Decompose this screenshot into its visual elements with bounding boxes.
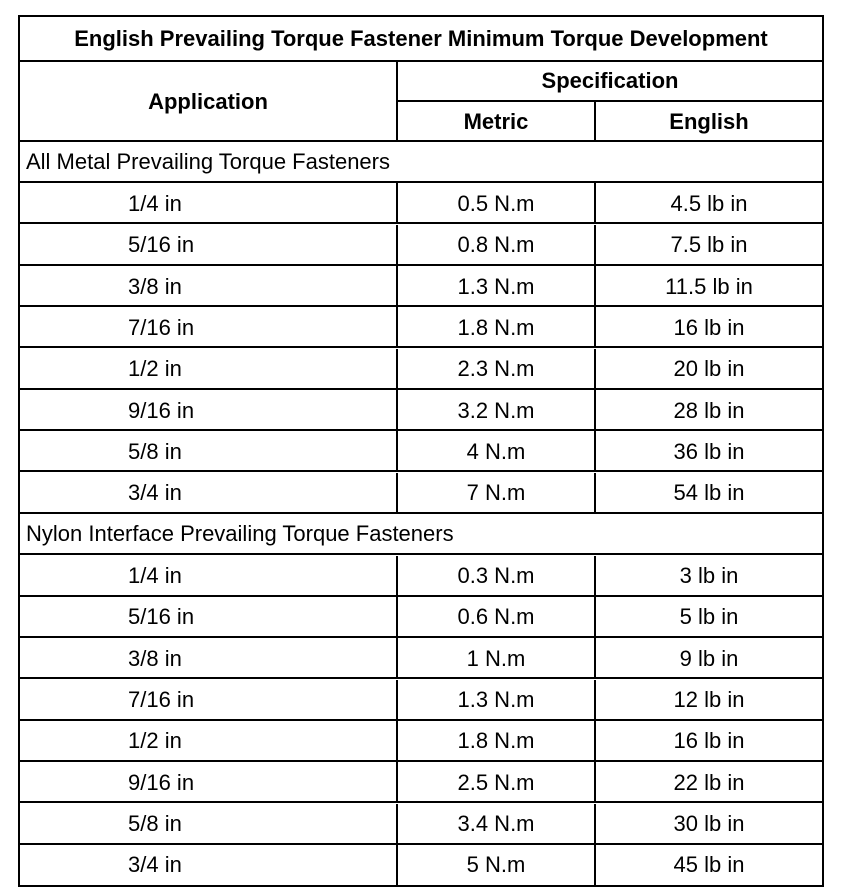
application-cell: 3/4 in <box>20 473 398 514</box>
application-cell: 5/16 in <box>20 225 398 266</box>
application-cell: 1/2 in <box>20 721 398 762</box>
application-cell: 5/8 in <box>20 431 398 472</box>
metric-cell: 0.6 N.m <box>398 597 596 638</box>
metric-cell: 1.3 N.m <box>398 680 596 721</box>
application-cell: 3/4 in <box>20 845 398 886</box>
application-cell: 1/2 in <box>20 349 398 390</box>
metric-cell: 2.3 N.m <box>398 349 596 390</box>
table-row <box>20 556 822 597</box>
english-cell: 12 lb in <box>673 687 745 713</box>
english-cell: 7.5 lb in <box>670 232 748 258</box>
english-cell: 11.5 lb in <box>665 273 753 299</box>
table-row <box>20 762 822 803</box>
metric-cell: 3.4 N.m <box>398 804 596 845</box>
metric-cell: 0.3 N.m <box>398 556 596 597</box>
metric-cell: 1 N.m <box>398 638 596 679</box>
english-cell: 22 lb in <box>673 769 745 795</box>
english-header: English <box>669 109 749 134</box>
table-row <box>20 183 822 224</box>
table-row <box>20 721 822 762</box>
english-cell: 28 lb in <box>673 397 745 423</box>
english-cell: 54 lb in <box>673 480 745 506</box>
english-cell: 16 lb in <box>673 314 745 340</box>
metric-cell: 1.8 N.m <box>398 721 596 762</box>
metric-cell: 0.8 N.m <box>398 225 596 266</box>
table-row <box>20 431 822 472</box>
metric-cell: 3.2 N.m <box>398 390 596 431</box>
english-cell: 45 lb in <box>673 852 745 878</box>
english-cell: 30 lb in <box>673 811 745 837</box>
specification-header: Specification <box>398 62 822 102</box>
table-row <box>20 473 822 514</box>
table-row <box>20 638 822 679</box>
table-row <box>20 307 822 348</box>
english-cell: 36 lb in <box>673 438 745 464</box>
application-cell: 1/4 in <box>20 556 398 597</box>
application-cell: 3/8 in <box>20 638 398 679</box>
table-row <box>20 266 822 307</box>
metric-cell: 1.8 N.m <box>398 307 596 348</box>
table-row <box>20 390 822 431</box>
application-cell: 9/16 in <box>20 762 398 803</box>
english-cell: 4.5 lb in <box>670 190 748 216</box>
application-header: Application <box>20 62 398 142</box>
english-cell: 20 lb in <box>673 356 745 382</box>
application-cell: 7/16 in <box>20 680 398 721</box>
metric-cell: 0.5 N.m <box>398 183 596 224</box>
english-cell: 5 lb in <box>679 604 739 630</box>
english-cell: 3 lb in <box>679 563 739 588</box>
english-cell: 16 lb in <box>673 728 745 754</box>
metric-cell: 4 N.m <box>398 431 596 472</box>
application-cell: 3/8 in <box>20 266 398 307</box>
application-cell: 5/16 in <box>20 597 398 638</box>
table-row <box>20 845 822 886</box>
torque-table <box>18 15 824 887</box>
application-cell: 5/8 in <box>20 804 398 845</box>
table-title: English Prevailing Torque Fastener Minimum Torque Development <box>20 17 822 62</box>
application-cell: 1/4 in <box>20 183 398 224</box>
table-row <box>20 349 822 390</box>
table-row <box>20 597 822 638</box>
english-cell: 9 lb in <box>679 645 739 671</box>
application-cell: 9/16 in <box>20 390 398 431</box>
section-header: All Metal Prevailing Torque Fasteners <box>20 142 822 183</box>
table-row <box>20 680 822 721</box>
metric-cell: 2.5 N.m <box>398 762 596 803</box>
metric-cell: 5 N.m <box>398 845 596 886</box>
metric-header: Metric <box>398 102 596 142</box>
application-cell: 7/16 in <box>20 307 398 348</box>
metric-cell: 1.3 N.m <box>398 266 596 307</box>
metric-cell: 7 N.m <box>398 473 596 514</box>
table-row <box>20 225 822 266</box>
section-header: Nylon Interface Prevailing Torque Fasteners <box>20 514 822 555</box>
table-row <box>20 804 822 845</box>
